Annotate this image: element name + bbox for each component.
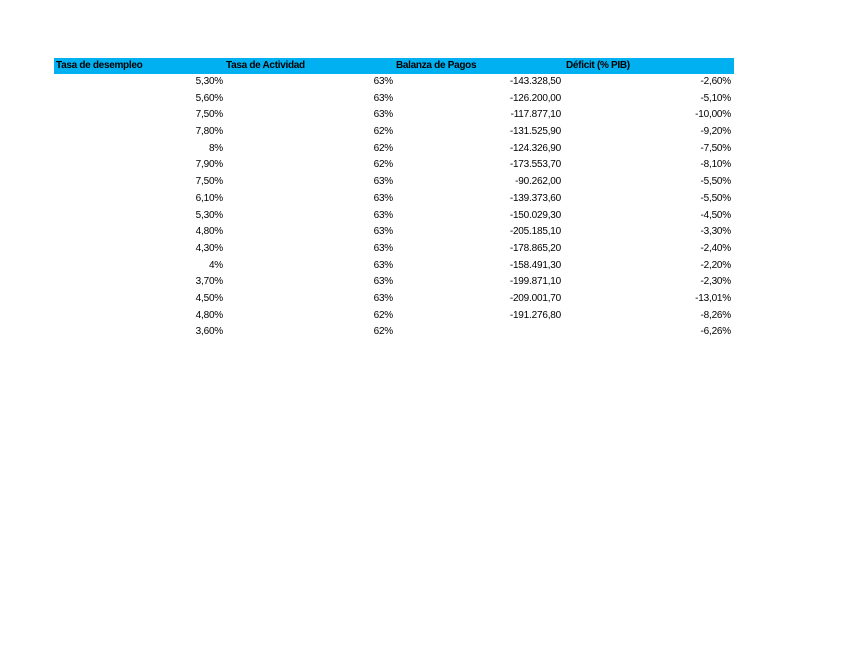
deficit-pib-cell[interactable]: -4,50%	[700, 209, 731, 221]
tasa-de-desempleo-cell[interactable]: 3,60%	[195, 326, 223, 338]
table-row	[54, 74, 734, 91]
balanza-de-pagos-cell[interactable]: -173.553,70	[509, 159, 561, 171]
tasa-de-desempleo-cell[interactable]: 4,80%	[195, 226, 223, 238]
table-row	[54, 174, 734, 191]
tasa-de-actividad-cell[interactable]: 63%	[373, 76, 393, 87]
tasa-de-desempleo-cell[interactable]: 4,30%	[195, 242, 223, 254]
tasa-de-actividad-cell[interactable]: 63%	[373, 109, 393, 121]
table-row	[54, 308, 734, 325]
deficit-pib-cell[interactable]: -13,01%	[695, 292, 731, 304]
deficit-pib-cell[interactable]: -7,50%	[700, 142, 731, 154]
tasa-de-actividad-cell[interactable]: 62%	[373, 126, 393, 138]
table-row	[54, 258, 734, 275]
tasa-de-desempleo-cell[interactable]: 4,50%	[195, 292, 223, 304]
balanza-de-pagos-cell[interactable]: -191.276,80	[509, 309, 561, 321]
deficit-pib-cell[interactable]: -2,60%	[700, 76, 731, 87]
balanza-de-pagos-cell[interactable]: -178.865,20	[509, 242, 561, 254]
balanza-de-pagos-cell[interactable]: -199.871,10	[509, 276, 561, 288]
spreadsheet-table	[54, 58, 734, 341]
header-balanza-de-pagos[interactable]: Balanza de Pagos	[396, 60, 477, 71]
header-deficit-pib[interactable]: Déficit (% PIB)	[566, 60, 630, 71]
deficit-pib-cell[interactable]: -10,00%	[695, 109, 731, 121]
tasa-de-desempleo-cell[interactable]: 4%	[208, 259, 223, 271]
deficit-pib-cell[interactable]: -3,30%	[700, 226, 731, 238]
table-row	[54, 224, 734, 241]
tasa-de-desempleo-cell[interactable]: 6,10%	[195, 192, 223, 204]
balanza-de-pagos-cell[interactable]: -124.326,90	[509, 142, 561, 154]
tasa-de-desempleo-cell[interactable]: 3,70%	[195, 276, 223, 288]
tasa-de-desempleo-cell[interactable]: 8%	[208, 142, 223, 154]
tasa-de-desempleo-cell[interactable]: 7,50%	[195, 109, 223, 121]
balanza-de-pagos-cell[interactable]: -131.525,90	[509, 126, 561, 138]
table-row	[54, 241, 734, 258]
deficit-pib-cell[interactable]: -2,40%	[700, 242, 731, 254]
deficit-pib-cell[interactable]: -5,50%	[700, 192, 731, 204]
tasa-de-actividad-cell[interactable]: 63%	[373, 192, 393, 204]
deficit-pib-cell[interactable]: -6,26%	[700, 326, 731, 338]
deficit-pib-cell[interactable]: -9,20%	[700, 126, 731, 138]
tasa-de-actividad-cell[interactable]: 63%	[373, 292, 393, 304]
header-tasa-de-desempleo[interactable]: Tasa de desempleo	[56, 60, 143, 71]
table-row	[54, 91, 734, 108]
deficit-pib-cell[interactable]: -5,50%	[700, 176, 731, 188]
deficit-pib-cell[interactable]: -8,10%	[700, 159, 731, 171]
table-body	[54, 74, 734, 341]
tasa-de-desempleo-cell[interactable]: 7,90%	[195, 159, 223, 171]
balanza-de-pagos-cell[interactable]: -209.001,70	[509, 292, 561, 304]
table-row	[54, 324, 734, 341]
table-row	[54, 274, 734, 291]
table-row	[54, 208, 734, 225]
deficit-pib-cell[interactable]: -2,20%	[700, 259, 731, 271]
tasa-de-desempleo-cell[interactable]: 5,60%	[195, 92, 223, 104]
tasa-de-desempleo-cell[interactable]: 5,30%	[195, 209, 223, 221]
table-row	[54, 191, 734, 208]
tasa-de-desempleo-cell[interactable]: 4,80%	[195, 309, 223, 321]
header-tasa-de-actividad[interactable]: Tasa de Actividad	[226, 60, 305, 71]
balanza-de-pagos-cell[interactable]: -90.262,00	[515, 176, 561, 188]
deficit-pib-cell[interactable]: -8,26%	[700, 309, 731, 321]
balanza-de-pagos-cell[interactable]: -150.029,30	[509, 209, 561, 221]
balanza-de-pagos-cell[interactable]: -158.491,30	[509, 259, 561, 271]
tasa-de-actividad-cell[interactable]: 62%	[373, 159, 393, 171]
tasa-de-actividad-cell[interactable]: 62%	[373, 309, 393, 321]
deficit-pib-cell[interactable]: -2,30%	[700, 276, 731, 288]
tasa-de-actividad-cell[interactable]: 63%	[373, 226, 393, 238]
table-row	[54, 291, 734, 308]
tasa-de-actividad-cell[interactable]: 63%	[373, 276, 393, 288]
table-header-row	[54, 58, 734, 74]
tasa-de-actividad-cell[interactable]: 63%	[373, 259, 393, 271]
balanza-de-pagos-cell[interactable]: -117.877,10	[510, 109, 561, 121]
balanza-de-pagos-cell[interactable]: -139.373,60	[509, 192, 561, 204]
table-row	[54, 157, 734, 174]
balanza-de-pagos-cell[interactable]	[401, 324, 561, 341]
tasa-de-desempleo-cell[interactable]: 7,80%	[195, 126, 223, 138]
tasa-de-actividad-cell[interactable]: 63%	[373, 176, 393, 188]
tasa-de-actividad-cell[interactable]: 62%	[373, 326, 393, 338]
tasa-de-desempleo-cell[interactable]: 5,30%	[195, 76, 223, 87]
deficit-pib-cell[interactable]: -5,10%	[700, 92, 731, 104]
tasa-de-actividad-cell[interactable]: 63%	[373, 242, 393, 254]
tasa-de-actividad-cell[interactable]: 63%	[373, 92, 393, 104]
balanza-de-pagos-cell[interactable]: -143.328,50	[509, 76, 561, 87]
tasa-de-actividad-cell[interactable]: 62%	[373, 142, 393, 154]
tasa-de-actividad-cell[interactable]: 63%	[373, 209, 393, 221]
tasa-de-desempleo-cell[interactable]: 7,50%	[195, 176, 223, 188]
table-row	[54, 107, 734, 124]
table-row	[54, 124, 734, 141]
table-row	[54, 141, 734, 158]
balanza-de-pagos-cell[interactable]: -205.185,10	[509, 226, 561, 238]
balanza-de-pagos-cell[interactable]: -126.200,00	[509, 92, 561, 104]
